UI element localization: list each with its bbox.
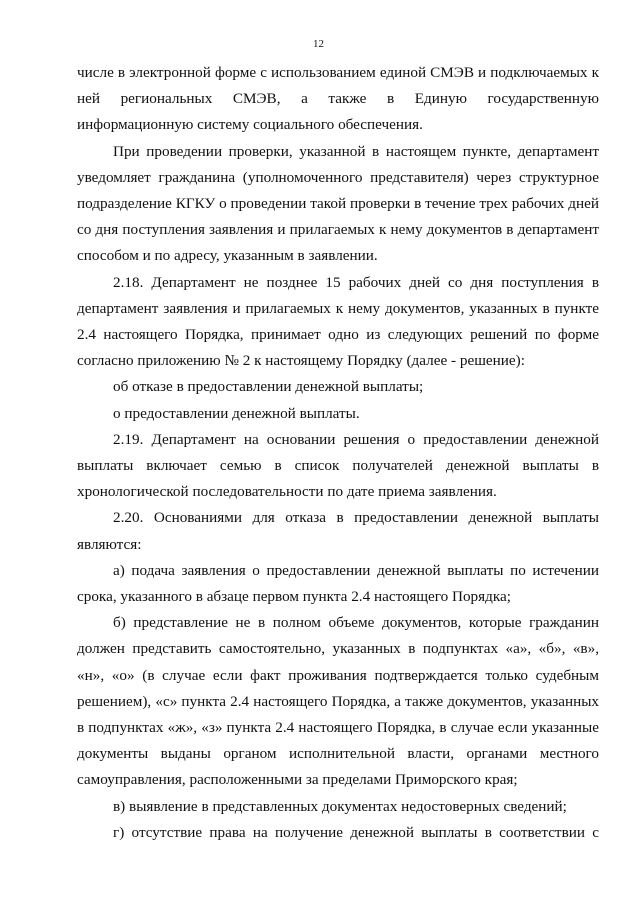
paragraph-continuation: числе в электронной форме с использованием единой СМЭВ и подключаемых к ней региональных СМЭВ, а также в Единую государственную информационную систему социального обеспечения. [77, 64, 599, 134]
refusal-ground-b: б) представление не в полном объеме документов, которые гражданин должен представить самостоятельно, указанных в подпунктах «а», «б», «в», «н», «о» (в случае если факт проживания подтверждается только судебным решением), «с» пункта 2.4 настоящего Порядка, а также документов, указанных в подпунктах «ж», «з» пункта 2.4 настоящего Порядка, в случае если указанные документы выданы органом исполнительной власти, органами местного самоуправления, расположенными за пределами Приморского края; [77, 614, 599, 789]
paragraph-2-18: 2.18. Департамент не позднее 15 рабочих дней со дня поступления в департамент заявления и прилагаемых к нему документов, указанных в пункте 2.4 настоящего Порядка, принимает одно из следующих решений по форме согласно приложению № 2 к настоящему Порядку (далее - решение): [77, 273, 599, 370]
refusal-ground-g: г) отсутствие права на получение денежной выплаты в соответствии с [113, 823, 599, 841]
page-number: 12 [313, 38, 324, 50]
refusal-ground-a: а) подача заявления о предоставлении денежной выплаты по истечении срока, указанного в абзаце первом пункта 2.4 настоящего Порядка; [77, 561, 599, 606]
document-body [77, 60, 599, 846]
decision-option-grant: о предоставлении денежной выплаты. [113, 404, 360, 422]
paragraph-verification-notice: При проведении проверки, указанной в настоящем пункте, департамент уведомляет гражданина (уполномоченного представителя) через структурное подразделение КГКУ о проведении такой проверки в течение трех рабочих дней со дня поступления заявления и прилагаемых к нему документов в департамент способом и по адресу, указанным в заявлении. [77, 142, 599, 265]
paragraph-2-20: 2.20. Основаниями для отказа в предоставлении денежной выплаты являются: [77, 509, 599, 553]
refusal-ground-v: в) выявление в представленных документах недостоверных сведений; [113, 797, 567, 815]
decision-option-refusal: об отказе в предоставлении денежной выплаты; [113, 378, 424, 396]
paragraph-2-19: 2.19. Департамент на основании решения о предоставлении денежной выплаты включает семью в список получателей денежной выплаты в хронологической последовательности по дате приема заявления. [77, 430, 599, 501]
